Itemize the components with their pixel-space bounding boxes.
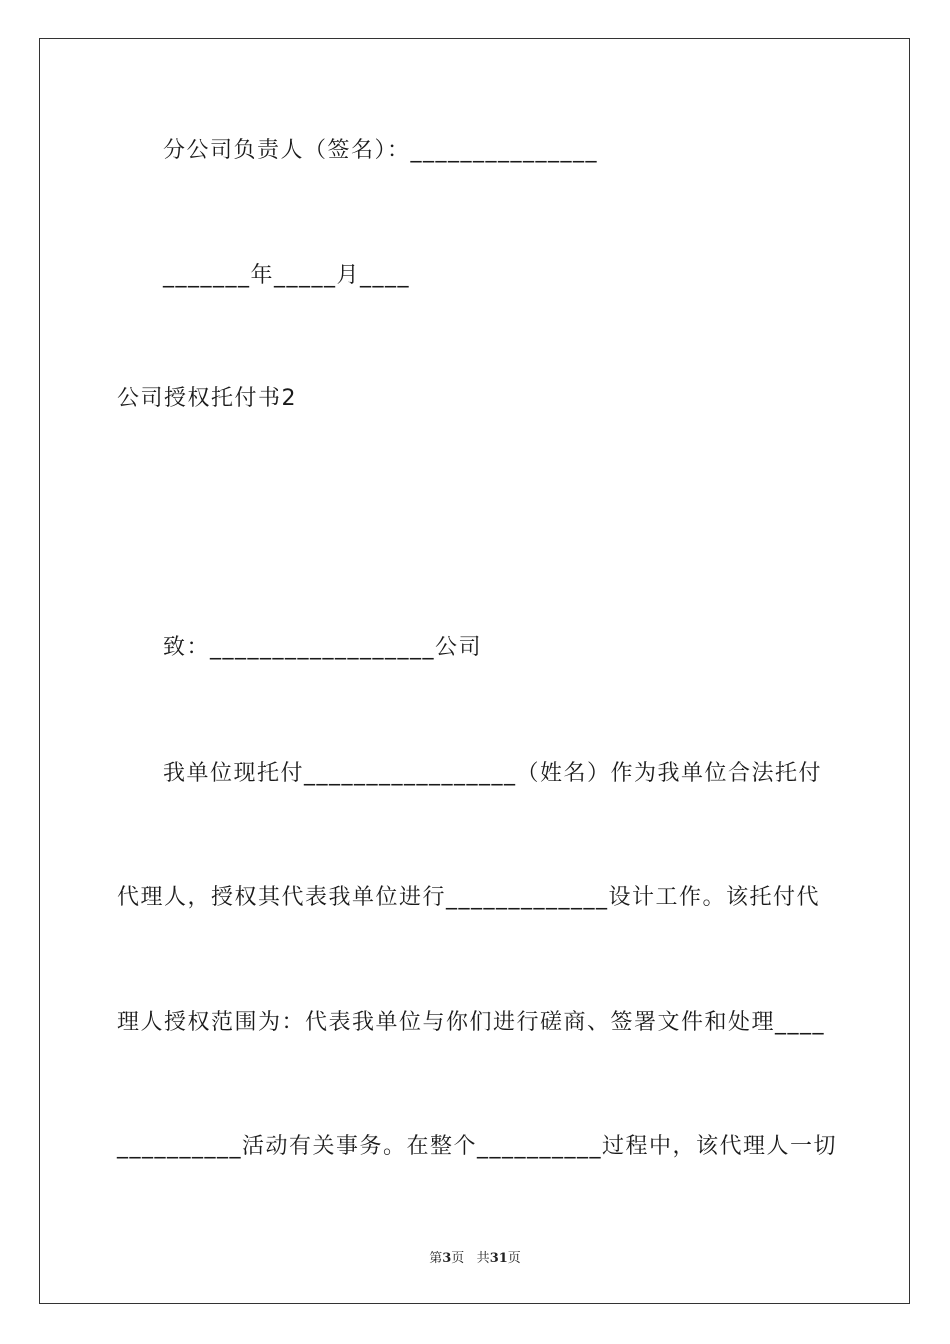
- branch-manager-signature-line: 分公司负责人（签名）：_______________: [163, 138, 599, 163]
- body-paragraph-line-4: __________活动有关事务。在整个__________过程中，该代理人一切: [117, 1134, 838, 1159]
- body-paragraph-line-1: 我单位现托付_________________（姓名）作为我单位合法托付: [163, 761, 823, 786]
- page-border: [39, 38, 910, 1304]
- footer-total-prefix: 共: [476, 1251, 490, 1266]
- footer-prefix: 第: [429, 1251, 443, 1266]
- footer-total-pages: 31: [489, 1251, 508, 1266]
- date-line: _______年_____月____: [163, 263, 411, 288]
- footer-page-suffix: 页: [451, 1251, 465, 1266]
- body-paragraph-line-2: 代理人，授权其代表我单位进行_____________设计工作。该托付代: [117, 885, 821, 910]
- addressee-line: 致：__________________公司: [163, 635, 483, 660]
- footer-total-suffix: 页: [507, 1251, 521, 1266]
- body-paragraph-line-3: 理人授权范围为：代表我单位与你们进行磋商、签署文件和处理____: [117, 1010, 826, 1035]
- footer-page-number: 3: [442, 1251, 452, 1266]
- document-title: 公司授权托付书2: [117, 386, 297, 411]
- page-footer: [0, 1247, 950, 1266]
